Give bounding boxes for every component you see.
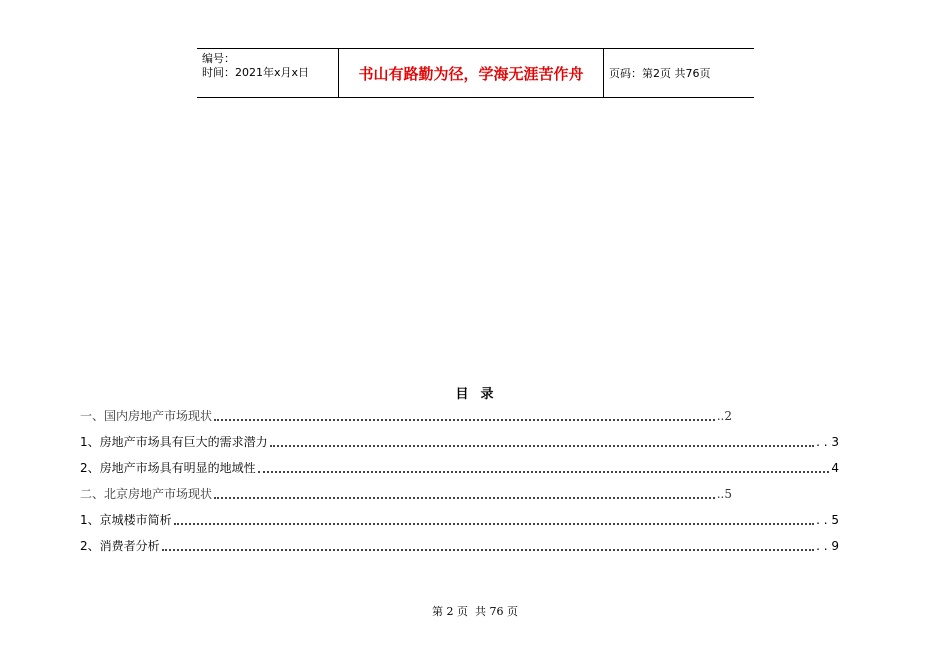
toc-leader-dots bbox=[174, 523, 814, 525]
toc-entry-label: 1、京城楼市简析 bbox=[80, 513, 172, 527]
toc-entry-page: . . 3 bbox=[816, 435, 839, 449]
toc-leader-dots bbox=[258, 471, 830, 473]
document-time-label: 时间：2021年x月x日 bbox=[202, 66, 310, 79]
page-footer: 第 2 页 共 76 页 bbox=[432, 605, 518, 618]
toc-leader-dots bbox=[270, 445, 814, 447]
header-page-cell bbox=[603, 49, 754, 97]
toc-entry-label: 一、国内房地产市场现状 bbox=[80, 409, 213, 423]
toc-leader-dots bbox=[214, 497, 715, 499]
toc-entry[interactable] bbox=[80, 434, 839, 450]
toc-entry-page: ..2 bbox=[716, 409, 732, 423]
toc-entry-label: 1、房地产市场具有巨大的需求潜力 bbox=[80, 435, 268, 449]
toc-leader-dots bbox=[162, 549, 814, 551]
toc-entry-label: 2、消费者分析 bbox=[80, 539, 160, 553]
toc-entry-page: . . 5 bbox=[816, 513, 839, 527]
header-meta-cell bbox=[197, 49, 338, 97]
toc-entry-label: 2、房地产市场具有明显的地域性 bbox=[80, 461, 256, 475]
toc-entry-page: 4 bbox=[831, 461, 839, 475]
document-number-label: 编号： bbox=[202, 52, 235, 65]
header-motto: 书山有路勤为径，学海无涯苦作舟 bbox=[358, 65, 584, 83]
toc-entry[interactable] bbox=[80, 408, 732, 424]
toc-entry-page: ..5 bbox=[716, 487, 732, 501]
toc-leader-dots bbox=[214, 419, 715, 421]
document-header bbox=[197, 48, 754, 98]
toc-entry[interactable] bbox=[80, 538, 839, 554]
header-motto-cell bbox=[338, 49, 604, 97]
toc-entry[interactable] bbox=[80, 460, 839, 476]
toc-entry[interactable] bbox=[80, 486, 732, 502]
toc-entry-label: 二、北京房地产市场现状 bbox=[80, 487, 213, 501]
toc-entry-page: . . 9 bbox=[816, 539, 839, 553]
toc-entry[interactable] bbox=[80, 512, 839, 528]
toc-title: 目 录 bbox=[455, 387, 495, 402]
header-page-code: 页码：第2页 共76页 bbox=[609, 67, 711, 80]
